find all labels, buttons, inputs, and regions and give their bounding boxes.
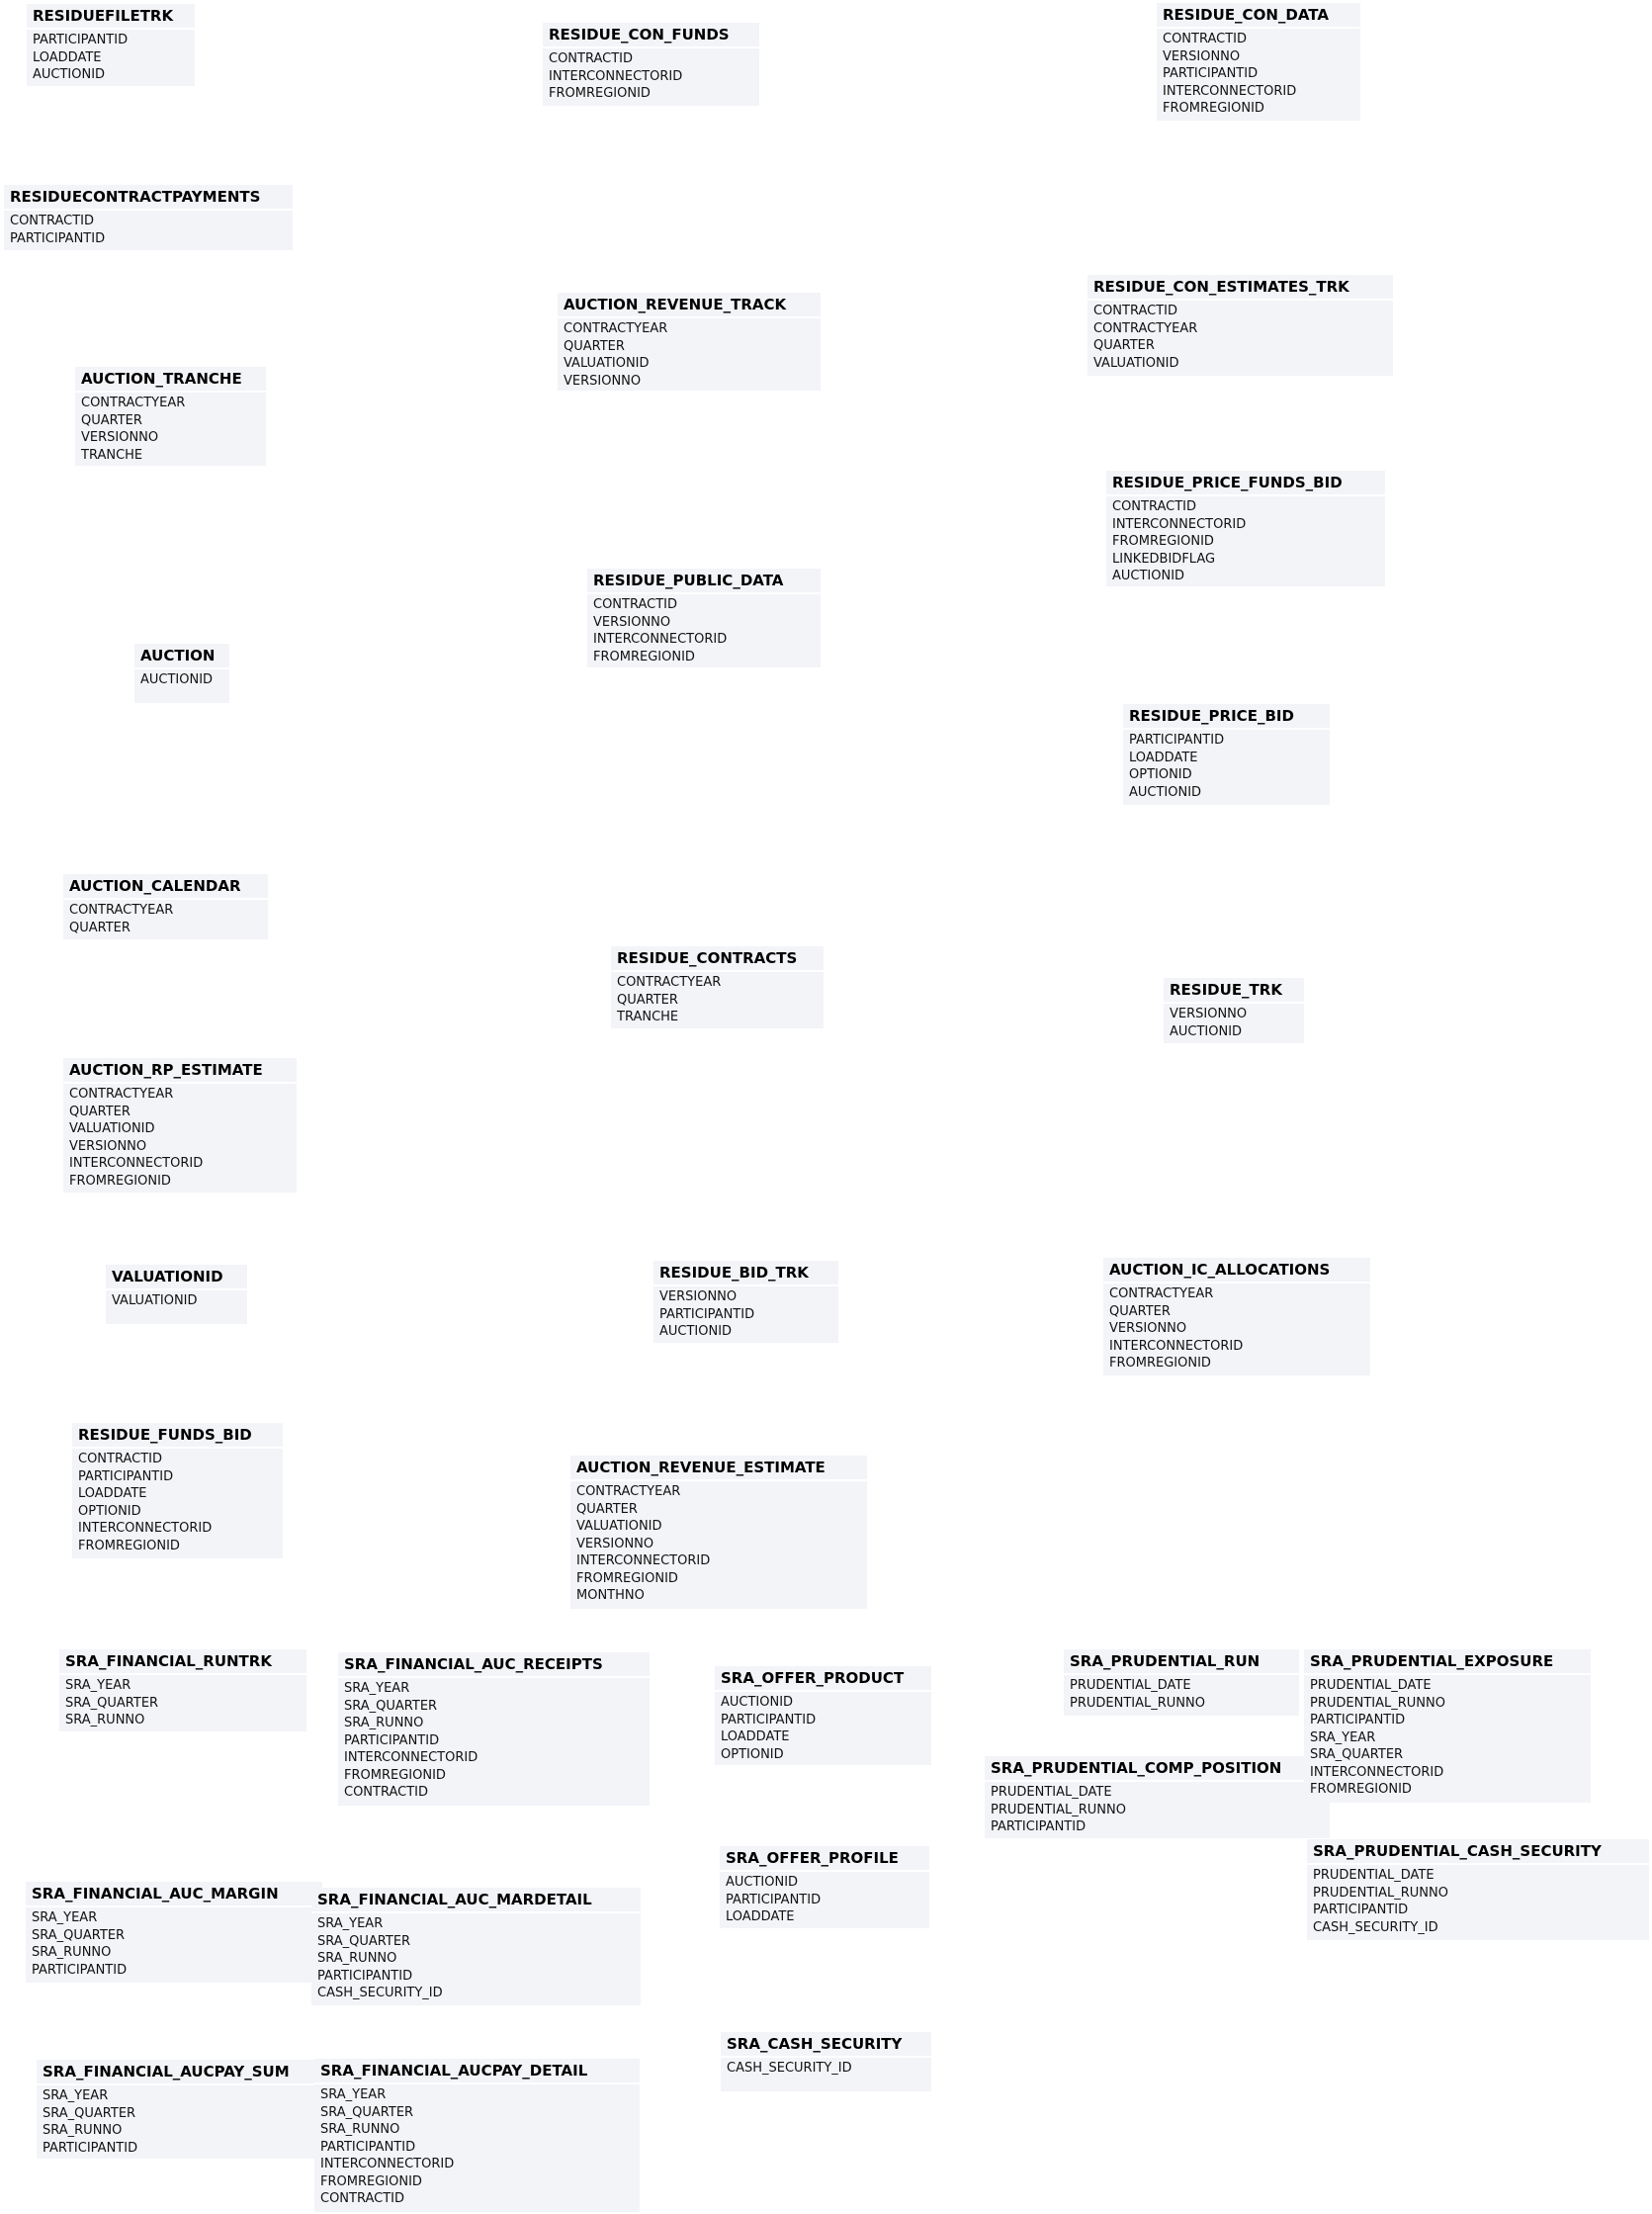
entity-field: AUCTIONID [140, 672, 214, 687]
entity-field: CASH_SECURITY_ID [727, 2061, 852, 2076]
entity-field: PARTICIPANTID [78, 1468, 174, 1484]
entity-field-list [587, 594, 821, 667]
entity-field: AUCTIONID [1170, 1023, 1243, 1039]
entity-field: CONTRACTYEAR [69, 1087, 174, 1102]
entity-title: SRA_FINANCIAL_RUNTRK [59, 1649, 306, 1675]
entity-field: VALUATIONID [112, 1293, 198, 1308]
entity-field: VERSIONNO [564, 373, 642, 389]
entity-field: PARTICIPANTID [1310, 1713, 1406, 1727]
entity-field: CONTRACTID [593, 597, 678, 612]
entity-field: SRA_QUARTER [65, 1695, 159, 1711]
entity-field: CONTRACTYEAR [81, 396, 186, 410]
entity-auction[interactable] [134, 644, 229, 703]
entity-field: FROMREGIONID [344, 1767, 446, 1783]
entity-field-list [37, 2085, 319, 2159]
entity-sra-prudential-exposure[interactable] [1304, 1649, 1591, 1803]
entity-field: LOADDATE [1129, 750, 1198, 765]
entity-field-list [721, 2058, 931, 2091]
entity-title: RESIDUE_CON_ESTIMATES_TRK [1087, 275, 1393, 301]
entity-residue-funds-bid[interactable] [72, 1423, 283, 1558]
entity-field: LINKEDBIDFLAG [1112, 551, 1216, 567]
entity-field: CONTRACTYEAR [1109, 1286, 1214, 1301]
entity-sra-financial-auc-receipts[interactable] [338, 1652, 650, 1806]
entity-field: SRA_RUNNO [65, 1713, 145, 1727]
entity-field: CONTRACTID [78, 1452, 163, 1466]
entity-field-list [985, 1782, 1330, 1838]
entity-title: SRA_PRUDENTIAL_EXPOSURE [1304, 1649, 1591, 1675]
entity-field: SRA_QUARTER [1310, 1747, 1404, 1762]
entity-sra-financial-auc-margin[interactable] [26, 1882, 322, 1983]
entity-field: SRA_YEAR [32, 1910, 98, 1925]
entity-title: SRA_PRUDENTIAL_COMP_POSITION [985, 1756, 1330, 1782]
entity-title: SRA_PRUDENTIAL_CASH_SECURITY [1307, 1839, 1649, 1865]
entity-title: VALUATIONID [106, 1265, 247, 1290]
entity-field: AUCTIONID [721, 1695, 794, 1710]
entity-field: INTERCONNECTORID [549, 68, 683, 84]
entity-field: SRA_YEAR [65, 1678, 131, 1693]
entity-title: AUCTION_RP_ESTIMATE [63, 1058, 297, 1084]
entity-field: LOADDATE [33, 49, 102, 65]
entity-field: INTERCONNECTORID [1163, 83, 1297, 99]
entity-field: CONTRACTID [1163, 32, 1248, 46]
entity-title: SRA_FINANCIAL_AUCPAY_SUM [37, 2060, 319, 2085]
entity-field: INTERCONNECTORID [1310, 1764, 1444, 1780]
entity-auction-ic-allocations[interactable] [1103, 1258, 1370, 1375]
entity-field: OPTIONID [78, 1503, 141, 1519]
entity-title: AUCTION_CALENDAR [63, 874, 268, 900]
entity-field-list [715, 1692, 931, 1765]
entity-field: FROMREGIONID [593, 649, 695, 664]
entity-residue-contracts[interactable] [611, 946, 824, 1028]
entity-field: INTERCONNECTORID [1112, 516, 1247, 532]
entity-field: CONTRACTID [344, 1785, 429, 1800]
entity-title: RESIDUE_CON_DATA [1157, 3, 1360, 29]
entity-sra-prudential-comp-position[interactable] [985, 1756, 1330, 1838]
entity-field: SRA_QUARTER [317, 1933, 411, 1949]
entity-field: VERSIONNO [1170, 1007, 1248, 1021]
entity-field: VERSIONNO [659, 1289, 738, 1304]
entity-field-list [75, 393, 266, 466]
entity-title: AUCTION_TRANCHE [75, 367, 266, 393]
entity-title: SRA_OFFER_PROFILE [720, 1846, 929, 1872]
entity-field-list [720, 1872, 929, 1928]
entity-residue-bid-trk[interactable] [653, 1261, 838, 1343]
entity-field: CONTRACTYEAR [564, 321, 668, 336]
entity-field: QUARTER [576, 1501, 638, 1517]
entity-field-list [63, 900, 268, 939]
entity-field: QUARTER [564, 338, 625, 354]
entity-field: VERSIONNO [576, 1536, 654, 1551]
entity-field: PARTICIPANTID [33, 33, 129, 47]
entity-field: SRA_RUNNO [320, 2122, 400, 2137]
entity-sra-financial-runtrk[interactable] [59, 1649, 306, 1731]
entity-title: RESIDUEFILETRK [27, 4, 195, 30]
entity-field: AUCTIONID [1129, 784, 1202, 800]
entity-field: CONTRACTID [10, 214, 95, 228]
entity-title: RESIDUE_BID_TRK [653, 1261, 838, 1286]
entity-field: INTERCONNECTORID [344, 1750, 478, 1765]
entity-field: SRA_RUNNO [344, 1716, 424, 1730]
entity-field-list [4, 211, 293, 250]
entity-field: QUARTER [1109, 1303, 1171, 1319]
entity-field-list [653, 1286, 838, 1343]
entity-field-list [59, 1675, 306, 1731]
entity-field: FROMREGIONID [1163, 101, 1264, 116]
entity-field: AUCTIONID [659, 1324, 733, 1339]
entity-field-list [1307, 1865, 1649, 1940]
entity-field: INTERCONNECTORID [78, 1521, 213, 1536]
entity-field: VERSIONNO [69, 1138, 147, 1154]
entity-field: PARTICIPANTID [1313, 1903, 1409, 1917]
entity-field: CASH_SECURITY_ID [1313, 1919, 1438, 1935]
entity-residuefiletrk[interactable] [27, 4, 195, 86]
entity-field: SRA_RUNNO [43, 2123, 123, 2138]
entity-field: CONTRACTYEAR [617, 975, 722, 990]
entity-field: PARTICIPANTID [344, 1732, 440, 1748]
entity-field: CONTRACTID [549, 51, 634, 66]
entity-field-list [1087, 301, 1393, 376]
entity-title: RESIDUE_PUBLIC_DATA [587, 569, 821, 594]
entity-field: SRA_QUARTER [344, 1698, 438, 1714]
entity-field: FROMREGIONID [576, 1570, 678, 1586]
entity-title: AUCTION_REVENUE_ESTIMATE [570, 1456, 867, 1481]
entity-field: PARTICIPANTID [726, 1892, 822, 1907]
entity-field: PARTICIPANTID [320, 2139, 416, 2155]
entity-residue-public-data[interactable] [587, 569, 821, 667]
entity-title: SRA_FINANCIAL_AUC_RECEIPTS [338, 1652, 650, 1678]
entity-title: SRA_OFFER_PRODUCT [715, 1666, 931, 1692]
entity-field: INTERCONNECTORID [576, 1553, 711, 1568]
entity-field-list [611, 972, 824, 1028]
entity-field: CONTRACTYEAR [69, 903, 174, 918]
entity-title: RESIDUE_PRICE_BID [1123, 704, 1330, 730]
entity-field-list [311, 1913, 641, 2005]
entity-field: INTERCONNECTORID [593, 632, 728, 647]
entity-title: RESIDUE_CONTRACTS [611, 946, 824, 972]
entity-title: AUCTION [134, 644, 229, 669]
entity-field: SRA_YEAR [317, 1916, 384, 1931]
entity-field: SRA_RUNNO [317, 1951, 397, 1966]
entity-field: FROMREGIONID [1310, 1782, 1412, 1797]
entity-title: AUCTION_IC_ALLOCATIONS [1103, 1258, 1370, 1284]
entity-field-list [26, 1907, 322, 1983]
entity-title: RESIDUECONTRACTPAYMENTS [4, 185, 293, 211]
entity-field: AUCTIONID [726, 1875, 799, 1890]
entity-sra-offer-product[interactable] [715, 1666, 931, 1765]
entity-title: RESIDUE_TRK [1164, 978, 1304, 1004]
entity-field: AUCTIONID [1112, 569, 1185, 583]
entity-sra-cash-security[interactable] [721, 2032, 931, 2091]
entity-title: AUCTION_REVENUE_TRACK [558, 293, 821, 318]
entity-field-list [558, 318, 821, 391]
entity-field-list [570, 1481, 867, 1609]
entity-field-list [1164, 1004, 1304, 1043]
entity-field: INTERCONNECTORID [69, 1156, 204, 1171]
entity-field: PRUDENTIAL_RUNNO [1313, 1885, 1448, 1901]
entity-field: TRANCHE [81, 447, 143, 463]
entity-field-list [338, 1678, 650, 1806]
entity-field-list [106, 1290, 247, 1324]
entity-field: PRUDENTIAL_DATE [1313, 1868, 1435, 1883]
entity-residue-con-funds[interactable] [543, 23, 759, 106]
entity-field: PARTICIPANTID [32, 1962, 128, 1978]
entity-field: QUARTER [1093, 338, 1155, 353]
entity-field: FROMREGIONID [78, 1538, 180, 1553]
entity-field: CONTRACTID [1093, 304, 1178, 318]
entity-field: FROMREGIONID [1112, 534, 1214, 549]
entity-field-list [1103, 1284, 1370, 1375]
entity-field: PARTICIPANTID [43, 2140, 138, 2156]
entity-field: PRUDENTIAL_DATE [1310, 1678, 1432, 1693]
entity-field: PARTICIPANTID [10, 230, 106, 246]
entity-field: SRA_QUARTER [43, 2105, 136, 2121]
entity-field-list [543, 48, 759, 106]
entity-field: VALUATIONID [564, 356, 650, 371]
entity-residue-con-data[interactable] [1157, 3, 1360, 121]
entity-field-list [63, 1084, 297, 1193]
entity-title: SRA_CASH_SECURITY [721, 2032, 931, 2058]
entity-title: RESIDUE_PRICE_FUNDS_BID [1106, 471, 1385, 496]
entity-field-list [1106, 496, 1385, 586]
entity-auction-rp-estimate[interactable] [63, 1058, 297, 1193]
entity-residue-price-bid[interactable] [1123, 704, 1330, 805]
entity-field: PARTICIPANTID [1163, 66, 1259, 81]
entity-field: LOADDATE [78, 1486, 147, 1501]
entity-field: SRA_YEAR [320, 2087, 387, 2102]
entity-field-list [1064, 1675, 1299, 1716]
entity-field-list [72, 1449, 283, 1558]
entity-field: VALUATIONID [576, 1519, 662, 1534]
entity-field: PRUDENTIAL_DATE [991, 1785, 1112, 1800]
entity-field: OPTIONID [721, 1746, 784, 1762]
entity-auction-revenue-track[interactable] [558, 293, 821, 391]
entity-field: LOADDATE [721, 1729, 790, 1744]
entity-field: AUCTIONID [33, 67, 106, 82]
entity-field-list [1157, 29, 1360, 121]
entity-field: PARTICIPANTID [1129, 733, 1225, 748]
entity-field: INTERCONNECTORID [1109, 1338, 1244, 1354]
entity-field: PARTICIPANTID [721, 1712, 817, 1727]
entity-field: QUARTER [69, 920, 130, 935]
entity-field: VERSIONNO [1109, 1321, 1187, 1336]
entity-field: VERSIONNO [81, 430, 159, 445]
entity-field: QUARTER [617, 992, 678, 1008]
entity-field-list [314, 2084, 640, 2212]
entity-sra-financial-aucpay-detail[interactable] [314, 2059, 640, 2212]
entity-field: PARTICIPANTID [659, 1306, 755, 1322]
entity-field: INTERCONNECTORID [320, 2157, 455, 2171]
entity-field: CONTRACTYEAR [1093, 320, 1198, 336]
entity-sra-prudential-cash-security[interactable] [1307, 1839, 1649, 1940]
entity-field: SRA_RUNNO [32, 1945, 112, 1960]
entity-field: FROMREGIONID [69, 1173, 171, 1189]
entity-field: SRA_YEAR [344, 1681, 410, 1696]
entity-valuationid[interactable] [106, 1265, 247, 1324]
entity-field: SRA_YEAR [1310, 1729, 1376, 1745]
entity-residue-trk[interactable] [1164, 978, 1304, 1043]
entity-field: QUARTER [69, 1104, 130, 1119]
entity-title: RESIDUE_FUNDS_BID [72, 1423, 283, 1449]
entity-sra-prudential-run[interactable] [1064, 1649, 1299, 1716]
entity-field: VALUATIONID [1093, 355, 1179, 371]
entity-field: FROMREGIONID [549, 86, 651, 101]
entity-field: PARTICIPANTID [317, 1968, 413, 1984]
entity-auction-revenue-estimate[interactable] [570, 1456, 867, 1609]
entity-field: CONTRACTID [320, 2191, 405, 2206]
entity-sra-offer-profile[interactable] [720, 1846, 929, 1928]
entity-field: PRUDENTIAL_DATE [1070, 1678, 1191, 1693]
entity-field: VERSIONNO [593, 614, 671, 630]
entity-sra-financial-auc-mardetail[interactable] [311, 1888, 641, 2005]
entity-field: CONTRACTID [1112, 499, 1197, 514]
entity-field: FROMREGIONID [320, 2173, 422, 2189]
entity-field-list [134, 669, 229, 703]
entity-field: PRUDENTIAL_RUNNO [1070, 1695, 1205, 1711]
entity-field: PARTICIPANTID [991, 1819, 1087, 1834]
entity-field-list [1304, 1675, 1591, 1803]
entity-field: QUARTER [81, 412, 142, 428]
entity-field: LOADDATE [726, 1909, 795, 1924]
entity-field: MONTHNO [576, 1588, 645, 1603]
entity-title: SRA_FINANCIAL_AUC_MARGIN [26, 1882, 322, 1907]
entity-field: SRA_QUARTER [32, 1927, 126, 1943]
entity-field: TRANCHE [617, 1010, 679, 1024]
entity-field: VALUATIONID [69, 1121, 155, 1136]
entity-auction-tranche[interactable] [75, 367, 266, 466]
entity-field: FROMREGIONID [1109, 1356, 1211, 1371]
entity-residue-con-estimates-trk[interactable] [1087, 275, 1393, 376]
entity-field-list [27, 30, 195, 86]
entity-title: SRA_FINANCIAL_AUCPAY_DETAIL [314, 2059, 640, 2084]
entity-title: SRA_FINANCIAL_AUC_MARDETAIL [311, 1888, 641, 1913]
entity-sra-financial-aucpay-sum[interactable] [37, 2060, 319, 2159]
entity-title: RESIDUE_CON_FUNDS [543, 23, 759, 48]
entity-field-list [1123, 730, 1330, 805]
entity-auction-calendar[interactable] [63, 874, 268, 939]
entity-title: SRA_PRUDENTIAL_RUN [1064, 1649, 1299, 1675]
entity-residuecontractpayments[interactable] [4, 185, 293, 250]
entity-field: OPTIONID [1129, 767, 1192, 782]
entity-field: CONTRACTYEAR [576, 1484, 681, 1499]
entity-field: SRA_YEAR [43, 2088, 109, 2103]
entity-field: VERSIONNO [1163, 48, 1241, 64]
entity-field: PRUDENTIAL_RUNNO [1310, 1695, 1445, 1711]
entity-field: PRUDENTIAL_RUNNO [991, 1802, 1126, 1817]
entity-residue-price-funds-bid[interactable] [1106, 471, 1385, 586]
entity-field: CASH_SECURITY_ID [317, 1986, 443, 2000]
entity-field: SRA_QUARTER [320, 2104, 414, 2120]
